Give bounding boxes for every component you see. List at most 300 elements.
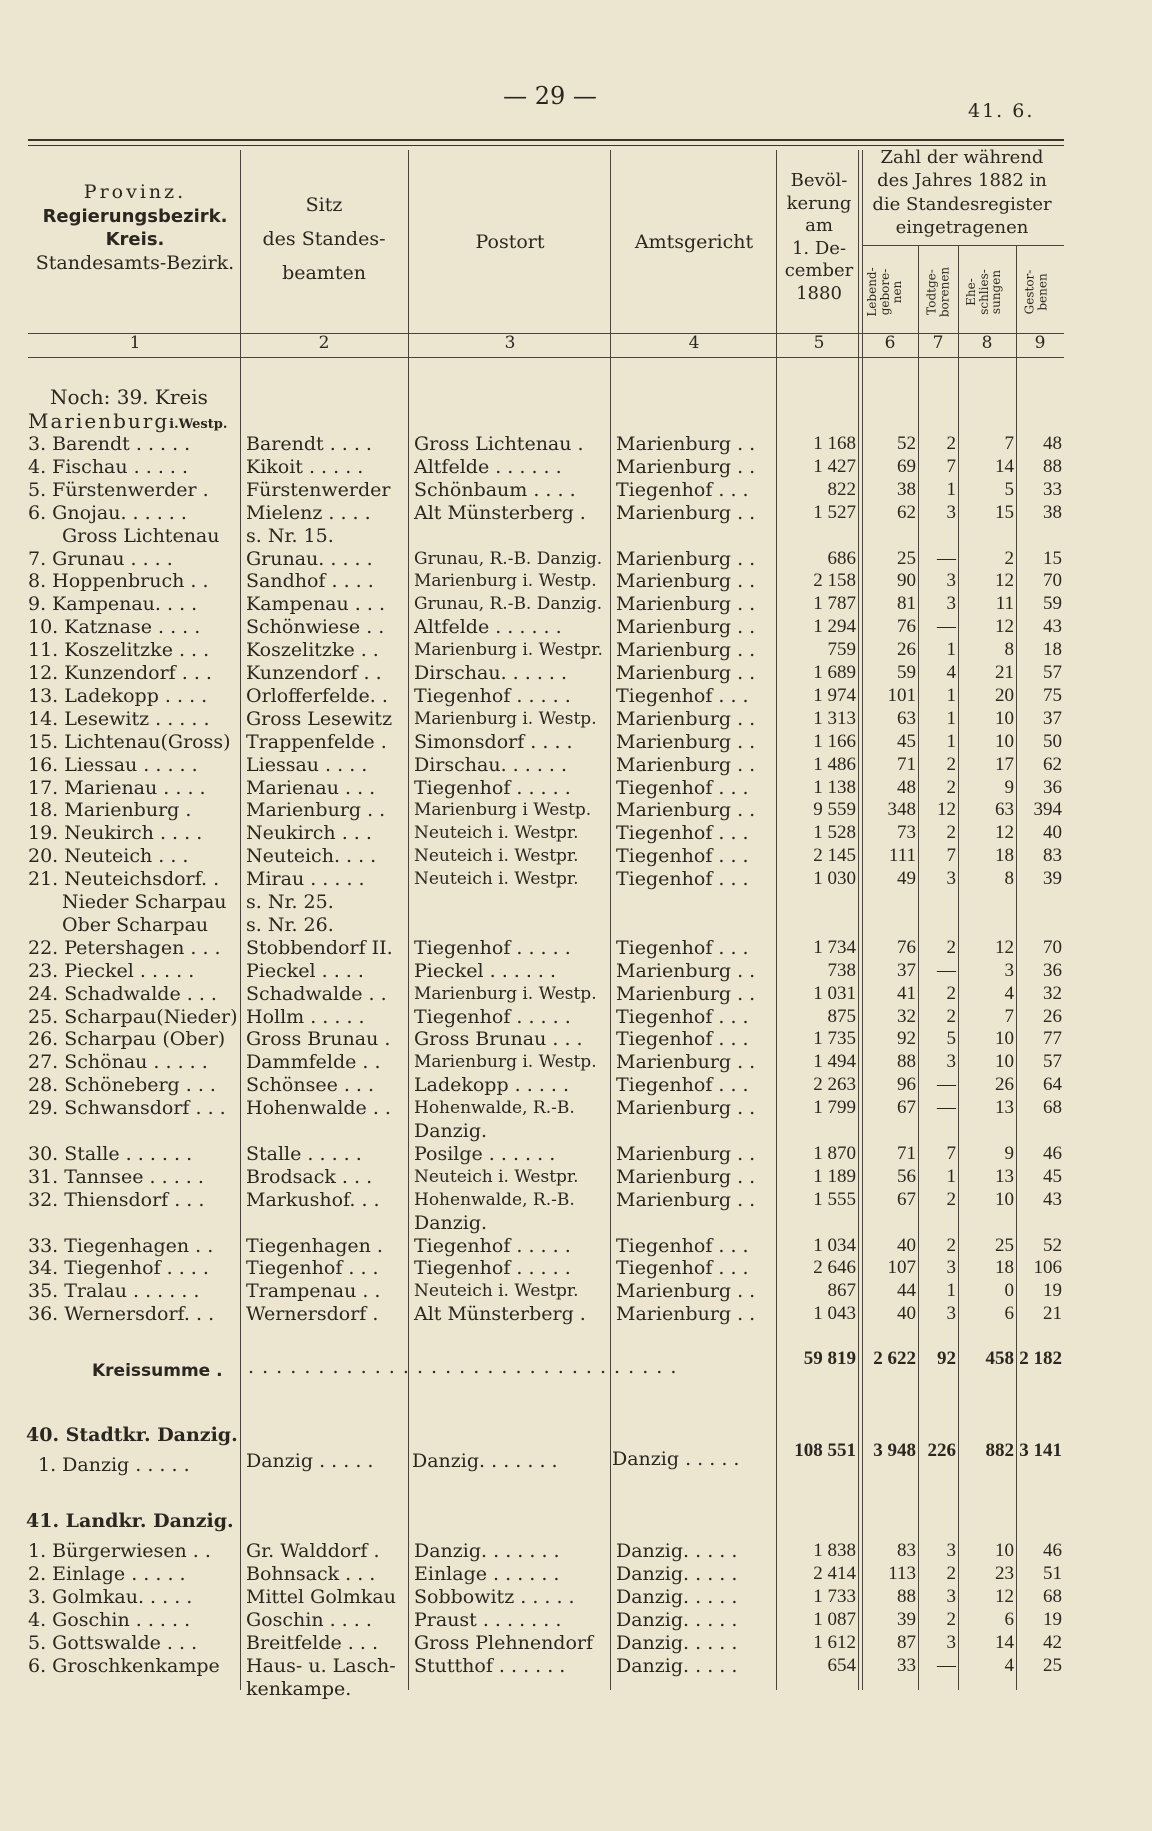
landkr_rows-3-sitz: Goschin . . . . bbox=[246, 1609, 372, 1631]
rows-13-name: 15. Lichtenau(Gross) bbox=[28, 730, 231, 753]
rows-38-c8: 6 bbox=[1004, 1303, 1014, 1325]
rows-31-c6: 71 bbox=[897, 1142, 916, 1164]
rows-5-pop: 686 bbox=[827, 547, 856, 569]
rows-11-sitz: Orlofferfelde. . bbox=[246, 684, 388, 707]
rows-9-c8: 8 bbox=[1004, 639, 1014, 661]
rows-0-c7: 2 bbox=[946, 433, 956, 454]
rows-27-sitz: Dammfelde . . bbox=[246, 1051, 381, 1074]
rows-15-c7: 2 bbox=[946, 776, 956, 798]
rows-8-name: 10. Katznase . . . . bbox=[28, 616, 201, 639]
rows-12-pop: 1 313 bbox=[813, 707, 856, 729]
rows-28-c9: 64 bbox=[1043, 1074, 1062, 1096]
rows-35-amt: Tiegenhof . . . bbox=[616, 1234, 749, 1257]
kreissumme-pop: 59 819 bbox=[803, 1348, 856, 1369]
landkr_rows-0-c6: 83 bbox=[897, 1540, 916, 1561]
danzig-name: 1. Danzig . . . . . bbox=[38, 1454, 190, 1476]
rows-11-c8: 20 bbox=[995, 684, 1014, 706]
rows-28-c8: 26 bbox=[995, 1074, 1014, 1096]
rows-12-name: 14. Lesewitz . . . . . bbox=[28, 707, 210, 730]
rows-17-amt: Tiegenhof . . . bbox=[616, 822, 749, 845]
rows-6-c7: 3 bbox=[946, 570, 956, 592]
rows-31-post: Posilge . . . . . . bbox=[414, 1142, 556, 1165]
rows-29-c6: 67 bbox=[897, 1097, 916, 1119]
rows-36-c9: 106 bbox=[1033, 1257, 1062, 1279]
rows-8-amt: Marienburg . . bbox=[616, 616, 756, 639]
rows-25-c6: 32 bbox=[897, 1005, 916, 1027]
header-pop-5: cember bbox=[784, 260, 854, 281]
rows-10-c9: 57 bbox=[1043, 662, 1062, 683]
landkr_rows-5-post: Stutthof . . . . . . bbox=[414, 1655, 566, 1677]
rows-16-post: Marienburg i Westp. bbox=[414, 800, 592, 821]
rows-18-c6: 111 bbox=[888, 845, 916, 867]
rows-20-name: Nieder Scharpau bbox=[62, 891, 227, 913]
rows-5-sitz: Grunau. . . . . bbox=[246, 547, 373, 570]
rows-30-post: Danzig. bbox=[414, 1120, 488, 1142]
rows-23-sitz: Pieckel . . . . bbox=[246, 959, 364, 982]
rows-28-pop: 2 263 bbox=[813, 1074, 856, 1096]
rows-36-post: Tiegenhof . . . . . bbox=[414, 1257, 571, 1280]
rows-15-sitz: Marienau . . . bbox=[246, 776, 376, 799]
rows-24-c9: 32 bbox=[1043, 982, 1062, 1004]
header-group-4: eingetragenen bbox=[895, 217, 1029, 239]
rows-15-c8: 9 bbox=[1004, 776, 1014, 798]
header-group-1: Zahl der während bbox=[880, 147, 1044, 168]
rows-24-post: Marienburg i. Westp. bbox=[414, 983, 597, 1004]
rows-0-c6: 52 bbox=[897, 433, 916, 454]
rows-31-sitz: Stalle . . . . . bbox=[246, 1142, 362, 1165]
rows-7-c6: 81 bbox=[897, 593, 916, 615]
rows-11-c6: 101 bbox=[887, 684, 916, 706]
rows-17-post: Neuteich i. Westpr. bbox=[414, 823, 579, 844]
rows-10-post: Dirschau. . . . . . bbox=[414, 662, 568, 684]
header-sitz: Sitz bbox=[305, 194, 343, 216]
rows-18-c8: 18 bbox=[995, 845, 1014, 867]
rows-15-c6: 48 bbox=[897, 776, 916, 798]
rows-26-c7: 5 bbox=[946, 1028, 956, 1050]
landkr_rows-0-c9: 46 bbox=[1043, 1540, 1062, 1561]
rows-35-sitz: Tiegenhagen . bbox=[246, 1234, 383, 1257]
header-standesamt: Standesamts-Bezirk. bbox=[35, 252, 235, 275]
rows-32-c6: 56 bbox=[897, 1165, 916, 1187]
rows-9-name: 11. Koszelitzke . . . bbox=[28, 639, 210, 662]
rows-5-amt: Marienburg . . bbox=[616, 547, 756, 570]
top-rule bbox=[28, 139, 1064, 141]
rows-13-c9: 50 bbox=[1043, 730, 1062, 752]
header-col5 bbox=[778, 170, 860, 305]
rows-5-c6: 25 bbox=[897, 547, 916, 569]
rows-13-c7: 1 bbox=[946, 730, 956, 752]
landkr_rows-5-c7: — bbox=[937, 1655, 956, 1676]
rows-13-c6: 45 bbox=[897, 730, 916, 752]
rows-29-pop: 1 799 bbox=[813, 1097, 856, 1119]
subhead-todt: Todtge- borenen bbox=[924, 266, 951, 318]
colnum-9: 9 bbox=[1034, 333, 1046, 353]
rows-36-c8: 18 bbox=[995, 1257, 1014, 1279]
rows-22-c6: 76 bbox=[897, 936, 916, 958]
rows-9-post: Marienburg i. Westpr. bbox=[414, 640, 603, 661]
rows-8-post: Altfelde . . . . . . bbox=[414, 616, 562, 639]
rows-3-c7: 3 bbox=[946, 501, 956, 523]
landkr_rows-3-c9: 19 bbox=[1043, 1609, 1062, 1630]
rows-14-c7: 2 bbox=[946, 753, 956, 775]
rows-15-amt: Tiegenhof . . . bbox=[616, 776, 749, 799]
rows-12-amt: Marienburg . . bbox=[616, 707, 756, 730]
landkr_rows-1-sitz: Bohnsack . . . bbox=[246, 1563, 376, 1585]
rows-33-c8: 10 bbox=[995, 1188, 1014, 1210]
rows-29-c7: — bbox=[937, 1097, 956, 1119]
landkr_rows-2-amt: Danzig. . . . . bbox=[616, 1586, 738, 1608]
rows-31-c8: 9 bbox=[1004, 1142, 1014, 1164]
rows-10-c8: 21 bbox=[995, 662, 1014, 683]
rows-8-sitz: Schönwiese . . bbox=[246, 616, 385, 639]
rows-33-pop: 1 555 bbox=[813, 1188, 856, 1210]
rows-18-amt: Tiegenhof . . . bbox=[616, 845, 749, 868]
landkr_rows-3-name: 4. Goschin . . . . . bbox=[28, 1609, 191, 1631]
rows-19-c8: 8 bbox=[1004, 868, 1014, 890]
header-pop-1: Bevöl- bbox=[790, 170, 848, 191]
rows-17-c8: 12 bbox=[995, 822, 1014, 844]
rows-19-name: 21. Neuteichsdorf. . bbox=[28, 868, 220, 891]
rows-3-sitz: Mielenz . . . . bbox=[246, 501, 371, 524]
colnum-7: 7 bbox=[932, 333, 944, 353]
rows-31-c9: 46 bbox=[1043, 1142, 1062, 1164]
rows-15-post: Tiegenhof . . . . . bbox=[414, 776, 571, 799]
rows-35-pop: 1 034 bbox=[813, 1234, 856, 1256]
rows-7-amt: Marienburg . . bbox=[616, 593, 756, 616]
rows-38-sitz: Wernersdorf . bbox=[246, 1303, 379, 1326]
landkr_rows-3-c8: 6 bbox=[1004, 1609, 1014, 1630]
rows-9-pop: 759 bbox=[827, 639, 856, 661]
rows-5-post: Grunau, R.-B. Danzig. bbox=[414, 548, 603, 569]
rows-8-c8: 12 bbox=[995, 616, 1014, 638]
rows-1-c9: 88 bbox=[1043, 455, 1062, 477]
rows-27-amt: Marienburg . . bbox=[616, 1051, 756, 1074]
rows-29-post: Hohenwalde, R.-B. bbox=[414, 1098, 575, 1119]
header-standes: des Standes- bbox=[262, 228, 386, 251]
landkr_rows-1-pop: 2 414 bbox=[813, 1563, 856, 1584]
rows-16-c6: 348 bbox=[887, 799, 916, 821]
landkr_rows-0-c7: 3 bbox=[946, 1540, 956, 1561]
rows-13-c8: 10 bbox=[995, 730, 1014, 752]
rows-26-c8: 10 bbox=[995, 1028, 1014, 1050]
landkr_rows-4-sitz: Breitfelde . . . bbox=[246, 1632, 378, 1654]
rows-33-sitz: Markushof. . . bbox=[246, 1188, 380, 1211]
rows-32-c8: 13 bbox=[995, 1165, 1014, 1187]
rows-23-post: Pieckel . . . . . . bbox=[414, 959, 557, 982]
rows-14-pop: 1 486 bbox=[813, 753, 856, 775]
colnum-4: 4 bbox=[688, 333, 700, 353]
danzig-c7: 226 bbox=[927, 1440, 956, 1461]
rows-28-c7: — bbox=[937, 1074, 956, 1096]
rows-10-amt: Marienburg . . bbox=[616, 662, 756, 684]
rows-14-c9: 62 bbox=[1043, 753, 1062, 775]
rows-25-post: Tiegenhof . . . . . bbox=[414, 1005, 571, 1028]
rows-12-c8: 10 bbox=[995, 707, 1014, 729]
rows-11-name: 13. Ladekopp . . . . bbox=[28, 684, 208, 707]
rows-36-pop: 2 646 bbox=[813, 1257, 856, 1279]
rows-19-pop: 1 030 bbox=[813, 868, 856, 890]
rows-33-c9: 43 bbox=[1043, 1188, 1062, 1210]
rows-19-c6: 49 bbox=[897, 868, 916, 890]
rows-3-pop: 1 527 bbox=[813, 501, 856, 523]
rows-37-c9: 19 bbox=[1043, 1280, 1062, 1302]
rows-31-pop: 1 870 bbox=[813, 1142, 856, 1164]
rows-38-c6: 40 bbox=[897, 1303, 916, 1325]
landkr_rows-4-amt: Danzig. . . . . bbox=[616, 1632, 738, 1654]
col-divider-1 bbox=[240, 150, 241, 1690]
header-col2 bbox=[242, 188, 406, 291]
rows-24-c6: 41 bbox=[897, 982, 916, 1004]
rows-5-c9: 15 bbox=[1043, 547, 1062, 569]
header-group-2: des Jahres 1882 in bbox=[877, 170, 1047, 192]
rows-9-c6: 26 bbox=[897, 639, 916, 661]
colnum-1: 1 bbox=[129, 333, 141, 353]
rows-11-pop: 1 974 bbox=[813, 684, 856, 706]
rows-7-sitz: Kampenau . . . bbox=[246, 593, 385, 616]
rows-28-c6: 96 bbox=[897, 1074, 916, 1096]
header-provinz: Provinz. bbox=[83, 181, 187, 203]
rows-10-c6: 59 bbox=[897, 662, 916, 683]
rows-27-name: 27. Schönau . . . . . bbox=[28, 1051, 208, 1074]
rows-38-c7: 3 bbox=[946, 1303, 956, 1325]
rows-35-c7: 2 bbox=[946, 1234, 956, 1256]
rows-6-amt: Marienburg . . bbox=[616, 570, 756, 593]
rows-29-c8: 13 bbox=[995, 1097, 1014, 1119]
rows-3-amt: Marienburg . . bbox=[616, 501, 756, 524]
rows-24-amt: Marienburg . . bbox=[616, 982, 756, 1005]
rows-19-sitz: Mirau . . . . . bbox=[246, 868, 365, 891]
colnum-3: 3 bbox=[504, 333, 516, 353]
landkr_rows-0-sitz: Gr. Walddorf . bbox=[246, 1540, 380, 1562]
rows-33-c7: 2 bbox=[946, 1188, 956, 1210]
rows-34-post: Danzig. bbox=[414, 1211, 488, 1234]
rows-5-name: 7. Grunau . . . . bbox=[28, 547, 173, 570]
rows-25-pop: 875 bbox=[827, 1005, 856, 1027]
rows-26-name: 26. Scharpau (Ober) bbox=[28, 1028, 226, 1051]
rows-37-c7: 1 bbox=[946, 1280, 956, 1302]
landkr_rows-0-amt: Danzig. . . . . bbox=[616, 1540, 738, 1562]
rows-18-post: Neuteich i. Westpr. bbox=[414, 846, 579, 867]
kreissumme-c6: 2 622 bbox=[873, 1348, 916, 1369]
rows-17-c7: 2 bbox=[946, 822, 956, 844]
landkr_rows-3-c7: 2 bbox=[946, 1609, 956, 1630]
colnum-8: 8 bbox=[981, 333, 993, 353]
rows-12-c7: 1 bbox=[946, 707, 956, 729]
landkr_rows-4-post: Gross Plehnendorf bbox=[414, 1632, 594, 1654]
landkr_rows-5-sitz: Haus- u. Lasch- bbox=[246, 1655, 396, 1677]
rows-29-amt: Marienburg . . bbox=[616, 1097, 756, 1120]
landkr_rows-2-c9: 68 bbox=[1043, 1586, 1062, 1607]
rows-22-sitz: Stobbendorf II. bbox=[246, 936, 393, 959]
rows-17-sitz: Neukirch . . . bbox=[246, 822, 372, 845]
rows-19-c9: 39 bbox=[1043, 868, 1062, 890]
rows-29-name: 29. Schwansdorf . . . bbox=[28, 1097, 226, 1120]
colnum-6: 6 bbox=[884, 333, 896, 353]
rows-11-amt: Tiegenhof . . . bbox=[616, 684, 749, 707]
rows-8-c7: — bbox=[937, 616, 956, 638]
rows-36-name: 34. Tiegenhof . . . . bbox=[28, 1257, 209, 1280]
rows-37-c8: 0 bbox=[1004, 1280, 1014, 1302]
rows-26-post: Gross Brunau . . . bbox=[414, 1028, 583, 1051]
rows-1-name: 4. Fischau . . . . . bbox=[28, 455, 189, 478]
rows-17-pop: 1 528 bbox=[813, 822, 856, 844]
landkr_rows-5-pop: 654 bbox=[827, 1655, 856, 1676]
rows-23-c6: 37 bbox=[897, 959, 916, 981]
header-group bbox=[860, 146, 1064, 240]
landkr_rows-2-name: 3. Golmkau. . . . . bbox=[28, 1586, 193, 1608]
rows-9-c7: 1 bbox=[946, 639, 956, 661]
rows-35-name: 33. Tiegenhagen . . bbox=[28, 1234, 214, 1257]
rows-22-pop: 1 734 bbox=[813, 936, 856, 958]
rows-32-name: 31. Tannsee . . . . . bbox=[28, 1165, 204, 1188]
rows-9-sitz: Koszelitzke . . bbox=[246, 639, 379, 662]
rows-6-c9: 70 bbox=[1043, 570, 1062, 592]
rows-11-c9: 75 bbox=[1043, 684, 1062, 706]
rows-6-post: Marienburg i. Westp. bbox=[414, 571, 597, 592]
rows-2-c8: 5 bbox=[1004, 478, 1014, 500]
rows-0-name: 3. Barendt . . . . . bbox=[28, 433, 191, 455]
rows-0-sitz: Barendt . . . . bbox=[246, 433, 372, 455]
rows-9-amt: Marienburg . . bbox=[616, 639, 756, 662]
rows-4-sitz: s. Nr. 15. bbox=[246, 524, 334, 547]
rows-7-c9: 59 bbox=[1043, 593, 1062, 615]
header-col4: Amtsgericht bbox=[634, 231, 754, 253]
rows-21-name: Ober Scharpau bbox=[62, 913, 209, 936]
rows-16-c7: 12 bbox=[937, 799, 956, 821]
rows-6-c6: 90 bbox=[897, 570, 916, 592]
header-pop-3: am bbox=[805, 215, 833, 236]
rows-24-sitz: Schadwalde . . bbox=[246, 982, 387, 1005]
landkr_rows-4-c6: 87 bbox=[897, 1632, 916, 1653]
header-pop-4: 1. De- bbox=[791, 237, 847, 259]
landkr_rows-0-c8: 10 bbox=[995, 1540, 1014, 1561]
rows-35-c6: 40 bbox=[897, 1234, 916, 1256]
section-39-name: Marienburg bbox=[28, 409, 170, 433]
header-col1 bbox=[30, 180, 240, 276]
rows-16-c8: 63 bbox=[995, 799, 1014, 821]
landkr_rows-5-c8: 4 bbox=[1004, 1655, 1014, 1676]
rows-13-pop: 1 166 bbox=[813, 730, 856, 752]
danzig-c9: 3 141 bbox=[1019, 1440, 1062, 1461]
landkr_rows-3-post: Praust . . . . . . . bbox=[414, 1609, 562, 1631]
rows-13-post: Simonsdorf . . . . bbox=[414, 730, 573, 753]
rows-8-c9: 43 bbox=[1043, 616, 1062, 638]
kreissumme-dots: . . . . . . . . . . . . . . . . . . . . . . . . . . . . . . . bbox=[248, 1356, 678, 1378]
rows-38-amt: Marienburg . . bbox=[616, 1303, 756, 1326]
colnum-5: 5 bbox=[813, 333, 825, 353]
rows-36-c7: 3 bbox=[946, 1257, 956, 1279]
rows-28-sitz: Schönsee . . . bbox=[246, 1074, 375, 1097]
rows-2-c9: 33 bbox=[1043, 478, 1062, 500]
rows-2-c7: 1 bbox=[946, 478, 956, 500]
rows-23-c9: 36 bbox=[1043, 959, 1062, 981]
header-col3: Postort bbox=[475, 231, 545, 253]
landkr_rows-1-c6: 113 bbox=[888, 1563, 916, 1584]
rows-2-pop: 822 bbox=[827, 478, 856, 500]
rows-26-c9: 77 bbox=[1043, 1028, 1062, 1050]
landkr_rows-1-name: 2. Einlage . . . . . bbox=[28, 1563, 186, 1585]
rows-38-name: 36. Wernersdorf. . . bbox=[28, 1303, 215, 1326]
rows-31-amt: Marienburg . . bbox=[616, 1142, 756, 1165]
landkr_rows-1-c7: 2 bbox=[946, 1563, 956, 1584]
landkr_rows-2-c6: 88 bbox=[897, 1586, 916, 1607]
rows-23-name: 23. Pieckel . . . . . bbox=[28, 959, 195, 982]
rows-18-name: 20. Neuteich . . . bbox=[28, 845, 189, 868]
rows-1-c7: 7 bbox=[946, 455, 956, 477]
rows-8-pop: 1 294 bbox=[813, 616, 856, 638]
rows-33-name: 32. Thiensdorf . . . bbox=[28, 1188, 205, 1211]
rows-37-post: Neuteich i. Westpr. bbox=[414, 1281, 579, 1302]
rows-17-c9: 40 bbox=[1043, 822, 1062, 844]
rows-16-c9: 394 bbox=[1033, 799, 1062, 821]
rows-37-sitz: Trampenau . . bbox=[246, 1280, 381, 1303]
kreissumme-c8: 458 bbox=[985, 1348, 1014, 1369]
landkr_rows-4-c8: 14 bbox=[995, 1632, 1014, 1653]
subhead-ehe: Ehe- schlies- sungen bbox=[964, 269, 1004, 315]
rows-1-amt: Marienburg . . bbox=[616, 455, 756, 478]
rows-18-pop: 2 145 bbox=[813, 845, 856, 867]
landkr_rows-4-c7: 3 bbox=[946, 1632, 956, 1653]
danzig-pop: 108 551 bbox=[794, 1440, 856, 1461]
col-divider-2 bbox=[408, 150, 409, 1690]
rows-17-name: 19. Neukirch . . . . bbox=[28, 822, 203, 845]
rows-26-c6: 92 bbox=[897, 1028, 916, 1050]
header-regbez: Regierungsbezirk. bbox=[42, 205, 228, 227]
rows-16-name: 18. Marienburg . bbox=[28, 799, 192, 822]
rows-24-name: 24. Schadwalde . . . bbox=[28, 982, 217, 1005]
landkr_rows-1-amt: Danzig. . . . . bbox=[616, 1563, 738, 1585]
rows-1-sitz: Kikoit . . . . . bbox=[246, 455, 364, 478]
rows-6-c8: 12 bbox=[995, 570, 1014, 592]
rows-7-pop: 1 787 bbox=[813, 593, 856, 615]
section-40-title: 40. Stadtkr. Danzig. bbox=[26, 1424, 238, 1446]
rows-32-c7: 1 bbox=[946, 1165, 956, 1187]
rows-23-c8: 3 bbox=[1004, 959, 1014, 981]
rows-1-c6: 69 bbox=[897, 455, 916, 477]
col-divider-3 bbox=[610, 150, 611, 1690]
rows-11-post: Tiegenhof . . . . . bbox=[414, 684, 571, 707]
rows-27-c6: 88 bbox=[897, 1051, 916, 1073]
rows-22-post: Tiegenhof . . . . . bbox=[414, 936, 571, 959]
rows-27-pop: 1 494 bbox=[813, 1051, 856, 1073]
danzig-sitz: Danzig . . . . . bbox=[246, 1450, 374, 1472]
rows-3-c6: 62 bbox=[897, 501, 916, 523]
header-pop-6: 1880 bbox=[796, 282, 842, 304]
rows-29-c9: 68 bbox=[1043, 1097, 1062, 1119]
rows-32-c9: 45 bbox=[1043, 1165, 1062, 1187]
rows-23-c7: — bbox=[937, 959, 956, 981]
rows-22-name: 22. Petershagen . . . bbox=[28, 936, 221, 959]
rows-37-name: 35. Tralau . . . . . . bbox=[28, 1280, 200, 1303]
rows-27-post: Marienburg i. Westp. bbox=[414, 1052, 597, 1073]
rows-1-post: Altfelde . . . . . . bbox=[414, 455, 562, 478]
rows-21-sitz: s. Nr. 26. bbox=[246, 913, 334, 936]
landkr_rows-1-c8: 23 bbox=[995, 1563, 1014, 1584]
rows-19-amt: Tiegenhof . . . bbox=[616, 868, 749, 891]
rows-3-c8: 15 bbox=[995, 501, 1014, 523]
landkr_rows-3-pop: 1 087 bbox=[813, 1609, 856, 1630]
rows-3-c9: 38 bbox=[1043, 501, 1062, 523]
rows-15-pop: 1 138 bbox=[813, 776, 856, 798]
landkr_rows-0-post: Danzig. . . . . . . bbox=[414, 1540, 560, 1562]
rows-24-pop: 1 031 bbox=[813, 982, 856, 1004]
landkr_rows-4-name: 5. Gottswalde . . . bbox=[28, 1632, 198, 1654]
rows-25-amt: Tiegenhof . . . bbox=[616, 1005, 749, 1028]
rows-7-c8: 11 bbox=[995, 593, 1014, 615]
rows-2-sitz: Fürstenwerder bbox=[246, 478, 391, 501]
landkr_rows-0-pop: 1 838 bbox=[813, 1540, 856, 1561]
rows-2-c6: 38 bbox=[897, 478, 916, 500]
